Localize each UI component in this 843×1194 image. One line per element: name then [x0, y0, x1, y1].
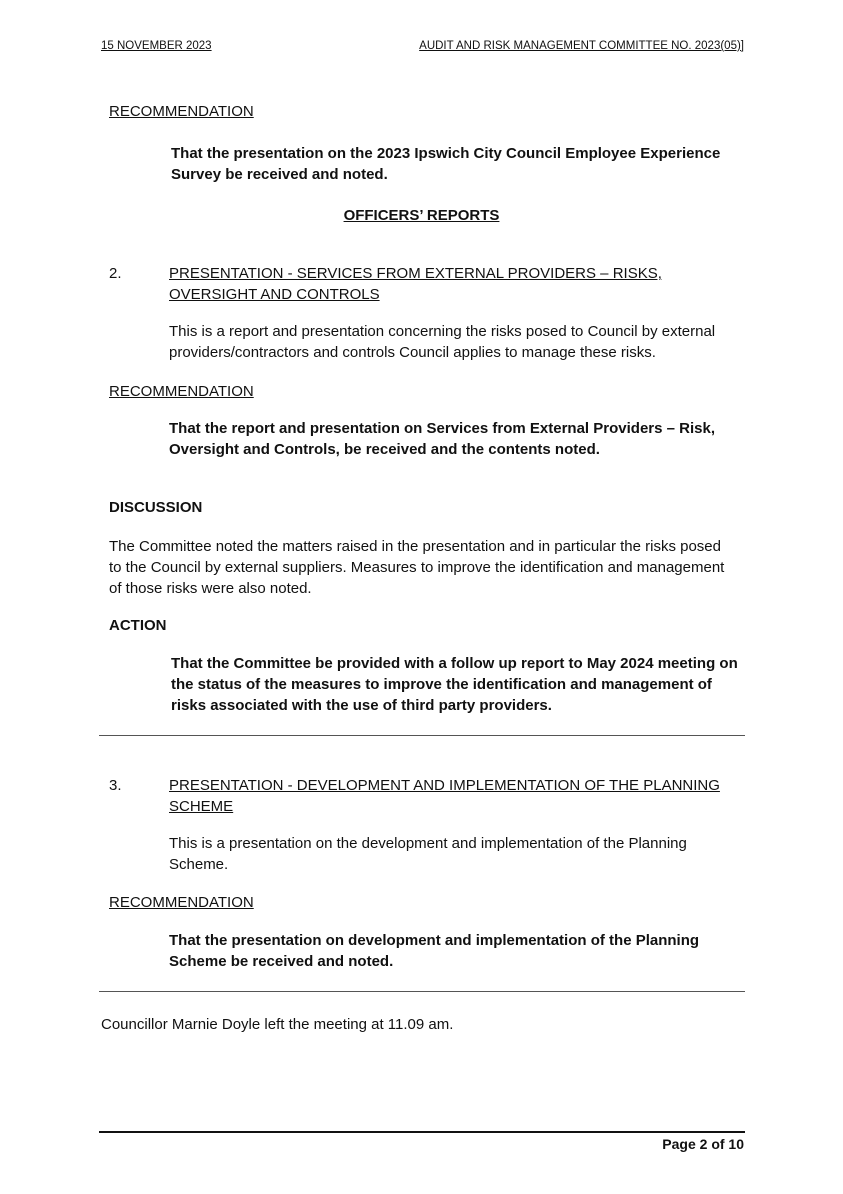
discussion-text: The Committee noted the matters raised in the presentation and in particular the risks posed to the Council by external suppliers. Measures to improve the identification and management of those risks were also noted. [109, 538, 725, 597]
recommendation-heading-2: RECOMMENDATION [109, 383, 254, 400]
page-number: Page 2 of 10 [662, 1136, 744, 1152]
action-heading: ACTION [109, 617, 167, 634]
recommendation-text-3: That the presentation on development and implementation of the Planning Scheme be received and noted. [169, 932, 700, 970]
item-2-number: 2. [109, 265, 122, 282]
item-3-title: PRESENTATION - DEVELOPMENT AND IMPLEMENTATION OF THE PLANNING SCHEME [169, 777, 720, 815]
item-2-title: PRESENTATION - SERVICES FROM EXTERNAL PROVIDERS – RISKS, OVERSIGHT AND CONTROLS [169, 265, 662, 303]
recommendation-text-1: That the presentation on the 2023 Ipswich City Council Employee Experience Survey be received and noted. [171, 145, 721, 183]
footer-rule [99, 1131, 745, 1133]
recommendation-text-2: That the report and presentation on Services from External Providers – Risk, Oversight and Controls, be received and the contents noted. [169, 420, 715, 458]
section-divider-1 [99, 735, 745, 736]
section-divider-2 [99, 991, 745, 992]
recommendation-heading-3: RECOMMENDATION [109, 894, 254, 911]
item-3-number: 3. [109, 777, 122, 794]
item-3-summary: This is a presentation on the development and implementation of the Planning Scheme. [169, 835, 687, 873]
item-2-summary: This is a report and presentation concerning the risks posed to Council by external providers/contractors and controls Council applies to manage these risks. [169, 323, 716, 361]
recommendation-heading-1: RECOMMENDATION [109, 103, 254, 120]
header-date: 15 NOVEMBER 2023 [101, 40, 212, 52]
discussion-heading: DISCUSSION [109, 499, 203, 516]
officers-reports-heading: OFFICERS’ REPORTS [343, 207, 500, 224]
closing-note: Councillor Marnie Doyle left the meeting at 11.09 am. [101, 1016, 454, 1033]
action-text: That the Committee be provided with a follow up report to May 2024 meeting on the status of the measures to improve the identification and management of risks associated with the use of third party providers. [171, 655, 738, 714]
header-committee: AUDIT AND RISK MANAGEMENT COMMITTEE NO. 2023(05)] [419, 40, 744, 52]
